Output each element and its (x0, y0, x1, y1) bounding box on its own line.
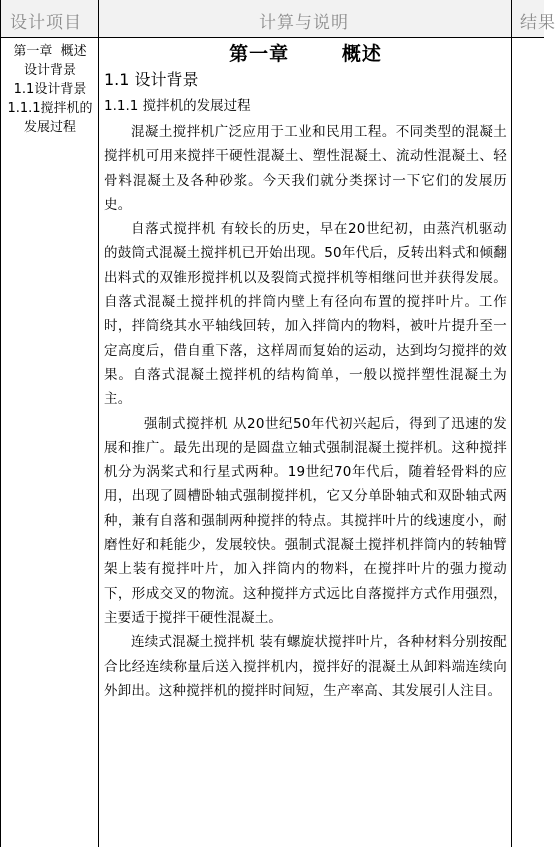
header-design-item: 设计项目 (10, 13, 82, 33)
table-header-col3 (512, 0, 556, 38)
paragraph-continuous-mixer: 连续式混凝土搅拌机 装有螺旋状搅拌叶片，各种材料分别按配合比经连续称量后送入搅拌机内，搅拌好的混凝土从卸料端连续向外卸出。这种搅拌机的搅拌时间短，生产率高、其发展引人注目。 (104, 634, 507, 699)
left-background-label: 设计背景 (23, 63, 76, 78)
left-subsection-label: 1.1.1搅拌机的发展过程 (7, 101, 93, 135)
left-section-label: 1.1设计背景 (13, 82, 87, 97)
paragraph-forced-mixer: 强制式搅拌机 从20世纪50年代初兴起后，得到了迅速的发展和推广。最先出现的是圆盘立轴式强制混凝土搅拌机。这种搅拌机分为涡桨式和行星式两种。19世纪70年代后，随着轻骨料的应用，出现了圆槽卧轴式强制搅拌机，它又分单卧轴式和双卧轴式两种，兼有自落和强制两种搅拌的特点。其搅拌叶片的线速度小，耐磨性好和耗能少，发展较快。强制式混凝土搅拌机拌筒内的转轴臂架上装有搅拌叶片，加入拌筒内的物料，在搅拌叶片的强力搅动下，形成交叉的物流。这种搅拌方式远比自落搅拌方式作用强烈，主要适于搅拌干硬性混凝土。 (104, 415, 507, 626)
section-heading: 1.1 设计背景 (104, 70, 199, 89)
paragraph-gravity-mixer: 自落式搅拌机 有较长的历史，早在20世纪初，由蒸汽机驱动的鼓筒式混凝土搅拌机已开始出现。50年代后，反转出料式和倾翻出料式的双锥形搅拌机以及裂筒式搅拌机等相继问世并获得发展。自落式混凝土搅拌机的拌筒内壁上有径向布置的搅拌叶片。工作时，拌筒绕其水平轴线回转，加入拌筒内的物料，被叶片提升至一定高度后，借自重下落，这样周而复始的运动，达到均匀搅拌的效果。自落式混凝土搅拌机的结构简单，一般以搅拌塑性混凝土为主。 (104, 221, 507, 408)
table-header-col1 (0, 0, 98, 38)
table-header-col2 (99, 0, 511, 38)
header-calc-explain: 计算与说明 (259, 13, 349, 33)
table-divider-2 (511, 0, 512, 847)
subsection-heading: 1.1.1 搅拌机的发展过程 (104, 98, 251, 114)
paragraph-intro: 混凝土搅拌机广泛应用于工业和民用工程。不同类型的混凝土搅拌机可用来搅拌干硬性混凝土、塑性混凝土、流动性混凝土、轻骨料混凝土及各种砂浆。今天我们就分类探讨一下它们的发展历史。 (104, 124, 507, 213)
table-border-left (0, 0, 1, 847)
left-chapter-label: 第一章 概述 (13, 44, 87, 59)
calc-explain-column (104, 40, 507, 703)
table-divider-1 (98, 0, 99, 847)
design-item-column (3, 42, 97, 137)
header-result: 结果 (520, 13, 556, 33)
chapter-title: 第一章 概述 (229, 43, 382, 65)
